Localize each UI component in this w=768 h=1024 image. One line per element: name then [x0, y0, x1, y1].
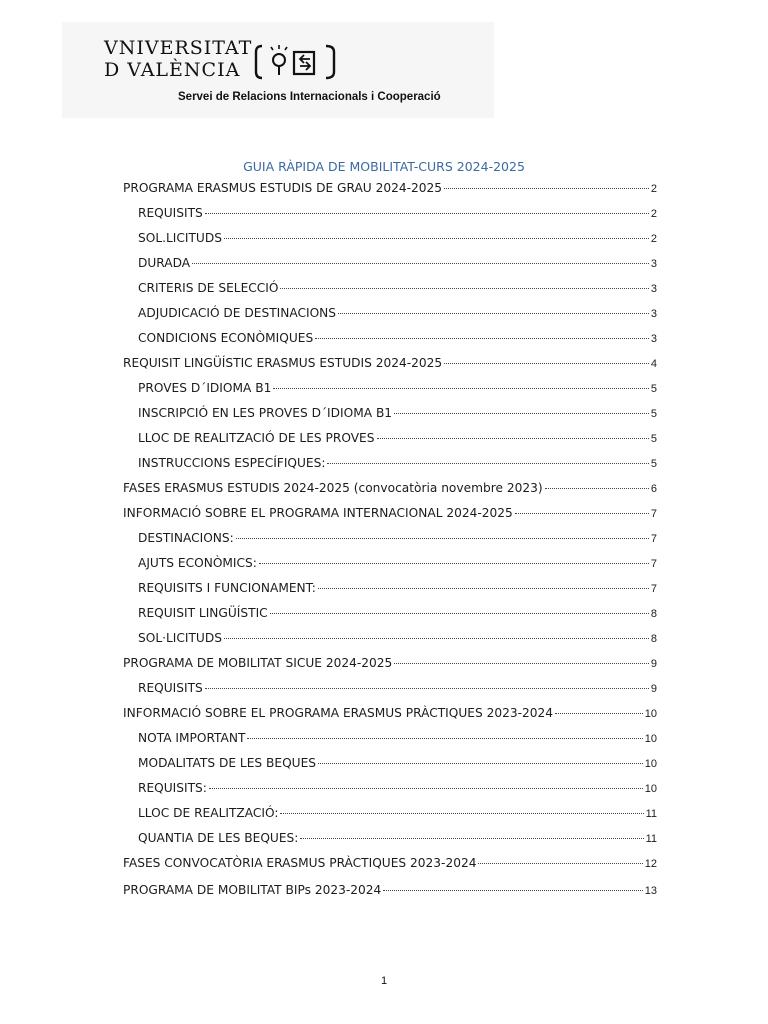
toc-entry-title: PROVES D´IDIOMA B1 [138, 381, 272, 395]
toc-entry-page: 3 [650, 283, 657, 295]
toc-leader-dots [394, 413, 649, 414]
toc-leader-dots [224, 238, 649, 239]
toc-leader-dots [205, 688, 649, 689]
toc-leader-dots [515, 513, 649, 514]
toc-leader-dots [205, 213, 649, 214]
page-number: 1 [380, 975, 388, 987]
toc-leader-dots [318, 588, 649, 589]
toc-entry[interactable] [138, 281, 657, 301]
toc-entry-title: DESTINACIONS: [138, 531, 234, 545]
toc-entry-page: 10 [644, 708, 657, 720]
toc-leader-dots [247, 738, 642, 739]
toc-entry-page: 9 [650, 658, 657, 670]
toc-entry-page: 7 [650, 508, 657, 520]
toc-entry-page: 11 [645, 833, 657, 845]
toc-leader-dots [545, 488, 649, 489]
toc-entry-title: INSTRUCCIONS ESPECÍFIQUES: [138, 456, 326, 470]
toc-entry-page: 6 [650, 483, 657, 495]
toc-entry-page: 5 [650, 383, 657, 395]
toc-entry[interactable] [138, 631, 657, 651]
toc-entry-title: SOL·LICITUDS [138, 631, 222, 645]
toc-entry[interactable] [123, 656, 657, 676]
toc-entry[interactable] [123, 506, 657, 526]
toc-entry[interactable] [138, 556, 657, 576]
toc-entry-page: 3 [650, 258, 657, 270]
toc-entry-title: REQUISITS [138, 681, 203, 695]
toc-entry-page: 5 [650, 458, 657, 470]
toc-entry-title: INFORMACIÓ SOBRE EL PROGRAMA INTERNACIONAL 2024-2025 [123, 506, 513, 520]
toc-entry[interactable] [138, 756, 657, 776]
toc-entry-title: LLOC DE REALITZACIÓ DE LES PROVES [138, 431, 375, 445]
toc-entry[interactable] [138, 831, 657, 851]
university-name-line2: D VALÈNCIA [104, 59, 241, 81]
university-name [104, 37, 252, 81]
toc-entry-page: 3 [650, 308, 657, 320]
toc-leader-dots [383, 890, 643, 891]
toc-leader-dots [236, 538, 649, 539]
toc-entry[interactable] [138, 431, 657, 451]
toc-entry-title: SOL.LICITUDS [138, 231, 222, 245]
toc-entry-page: 10 [644, 758, 657, 770]
toc-entry[interactable] [138, 306, 657, 326]
toc-entry[interactable] [138, 606, 657, 626]
toc-entry-page: 8 [650, 608, 657, 620]
toc-leader-dots [394, 663, 649, 664]
toc-leader-dots [280, 813, 643, 814]
toc-entry-page: 10 [644, 783, 657, 795]
toc-entry-title: INFORMACIÓ SOBRE EL PROGRAMA ERASMUS PRÀCTIQUES 2023-2024 [123, 706, 554, 720]
toc-entry-title: REQUISITS: [138, 781, 207, 795]
toc-entry[interactable] [123, 706, 657, 726]
toc-entry-page: 5 [650, 433, 657, 445]
toc-entry-page: 7 [650, 583, 657, 595]
toc-entry[interactable] [138, 531, 657, 551]
toc-entry-title: FASES ERASMUS ESTUDIS 2024-2025 (convocatòria novembre 2023) [123, 481, 543, 495]
toc-entry-title: FASES CONVOCATÒRIA ERASMUS PRÀCTIQUES 2023-2024 [123, 856, 477, 870]
toc-entry-page: 4 [650, 358, 657, 370]
toc-entry-title: REQUISITS [138, 206, 203, 220]
toc-entry-page: 11 [645, 808, 657, 820]
toc-entry[interactable] [123, 356, 657, 376]
toc-entry-title: LLOC DE REALITZACIÓ: [138, 806, 279, 820]
toc-entry-title: QUANTIA DE LES BEQUES: [138, 831, 299, 845]
toc-leader-dots [377, 438, 649, 439]
toc-entry-title: MODALITATS DE LES BEQUES [138, 756, 317, 770]
toc-entry[interactable] [138, 331, 657, 351]
toc-entry-page: 5 [650, 408, 657, 420]
toc-entry[interactable] [138, 731, 657, 751]
toc-leader-dots [224, 638, 649, 639]
toc-leader-dots [259, 563, 649, 564]
service-name: Servei de Relacions Internacionals i Cooperació [178, 91, 441, 103]
toc-entry-page: 12 [644, 858, 657, 870]
toc-entry[interactable] [138, 256, 657, 276]
toc-entry[interactable] [138, 206, 657, 226]
toc-entry-title: DURADA [138, 256, 191, 270]
university-name-line1: VNIVERSITAT [104, 37, 253, 59]
toc-entry[interactable] [138, 231, 657, 251]
toc-leader-dots [444, 363, 649, 364]
toc-leader-dots [327, 463, 648, 464]
toc-entry-title: PROGRAMA ERASMUS ESTUDIS DE GRAU 2024-2025 [123, 181, 443, 195]
toc-leader-dots [192, 263, 649, 264]
toc-leader-dots [318, 763, 643, 764]
toc-entry-page: 2 [650, 233, 657, 245]
toc-entry[interactable] [123, 481, 657, 501]
toc-entry-page: 8 [650, 633, 657, 645]
toc-leader-dots [300, 838, 643, 839]
toc-entry-page: 2 [650, 208, 657, 220]
toc-entry[interactable] [138, 781, 657, 801]
toc-entry-page: 10 [644, 733, 657, 745]
toc-entry[interactable] [123, 181, 657, 201]
toc-entry[interactable] [138, 806, 657, 826]
toc-entry[interactable] [123, 856, 657, 876]
toc-entry[interactable] [138, 381, 657, 401]
toc-entry-title: PROGRAMA DE MOBILITAT BIPs 2023-2024 [123, 883, 382, 897]
toc-leader-dots [555, 713, 643, 714]
toc-leader-dots [280, 288, 648, 289]
toc-leader-dots [444, 188, 649, 189]
toc-entry-title: PROGRAMA DE MOBILITAT SICUE 2024-2025 [123, 656, 393, 670]
university-emblem-icon [254, 42, 338, 82]
toc-entry-page: 3 [650, 333, 657, 345]
toc-entry-title: INSCRIPCIÓ EN LES PROVES D´IDIOMA B1 [138, 406, 393, 420]
toc-entry-title: NOTA IMPORTANT [138, 731, 246, 745]
toc-entry-title: REQUISIT LINGÜÍSTIC ERASMUS ESTUDIS 2024-2025 [123, 356, 443, 370]
toc-entry-page: 9 [650, 683, 657, 695]
toc-entry-page: 7 [650, 533, 657, 545]
toc-entry-title: REQUISIT LINGÜÍSTIC [138, 606, 268, 620]
toc-entry-page: 7 [650, 558, 657, 570]
toc-entry-title: AJUTS ECONÒMICS: [138, 556, 257, 570]
toc-entry-page: 13 [644, 885, 657, 897]
toc-entry[interactable] [123, 883, 657, 903]
toc-leader-dots [273, 388, 649, 389]
toc-leader-dots [315, 338, 649, 339]
toc-entry-page: 2 [650, 183, 657, 195]
toc-leader-dots [270, 613, 649, 614]
toc-entry[interactable] [138, 456, 657, 476]
document-title: GUIA RÀPIDA DE MOBILITAT-CURS 2024-2025 [243, 159, 525, 174]
toc-entry[interactable] [138, 406, 657, 426]
toc-entry-title: CRITERIS DE SELECCIÓ [138, 281, 279, 295]
toc-entry[interactable] [138, 581, 657, 601]
toc-leader-dots [209, 788, 643, 789]
toc-leader-dots [478, 863, 642, 864]
toc-leader-dots [338, 313, 649, 314]
toc-entry-title: REQUISITS I FUNCIONAMENT: [138, 581, 316, 595]
toc-entry-title: ADJUDICACIÓ DE DESTINACIONS [138, 306, 337, 320]
toc-entry-title: CONDICIONS ECONÒMIQUES [138, 331, 314, 345]
toc-entry[interactable] [138, 681, 657, 701]
